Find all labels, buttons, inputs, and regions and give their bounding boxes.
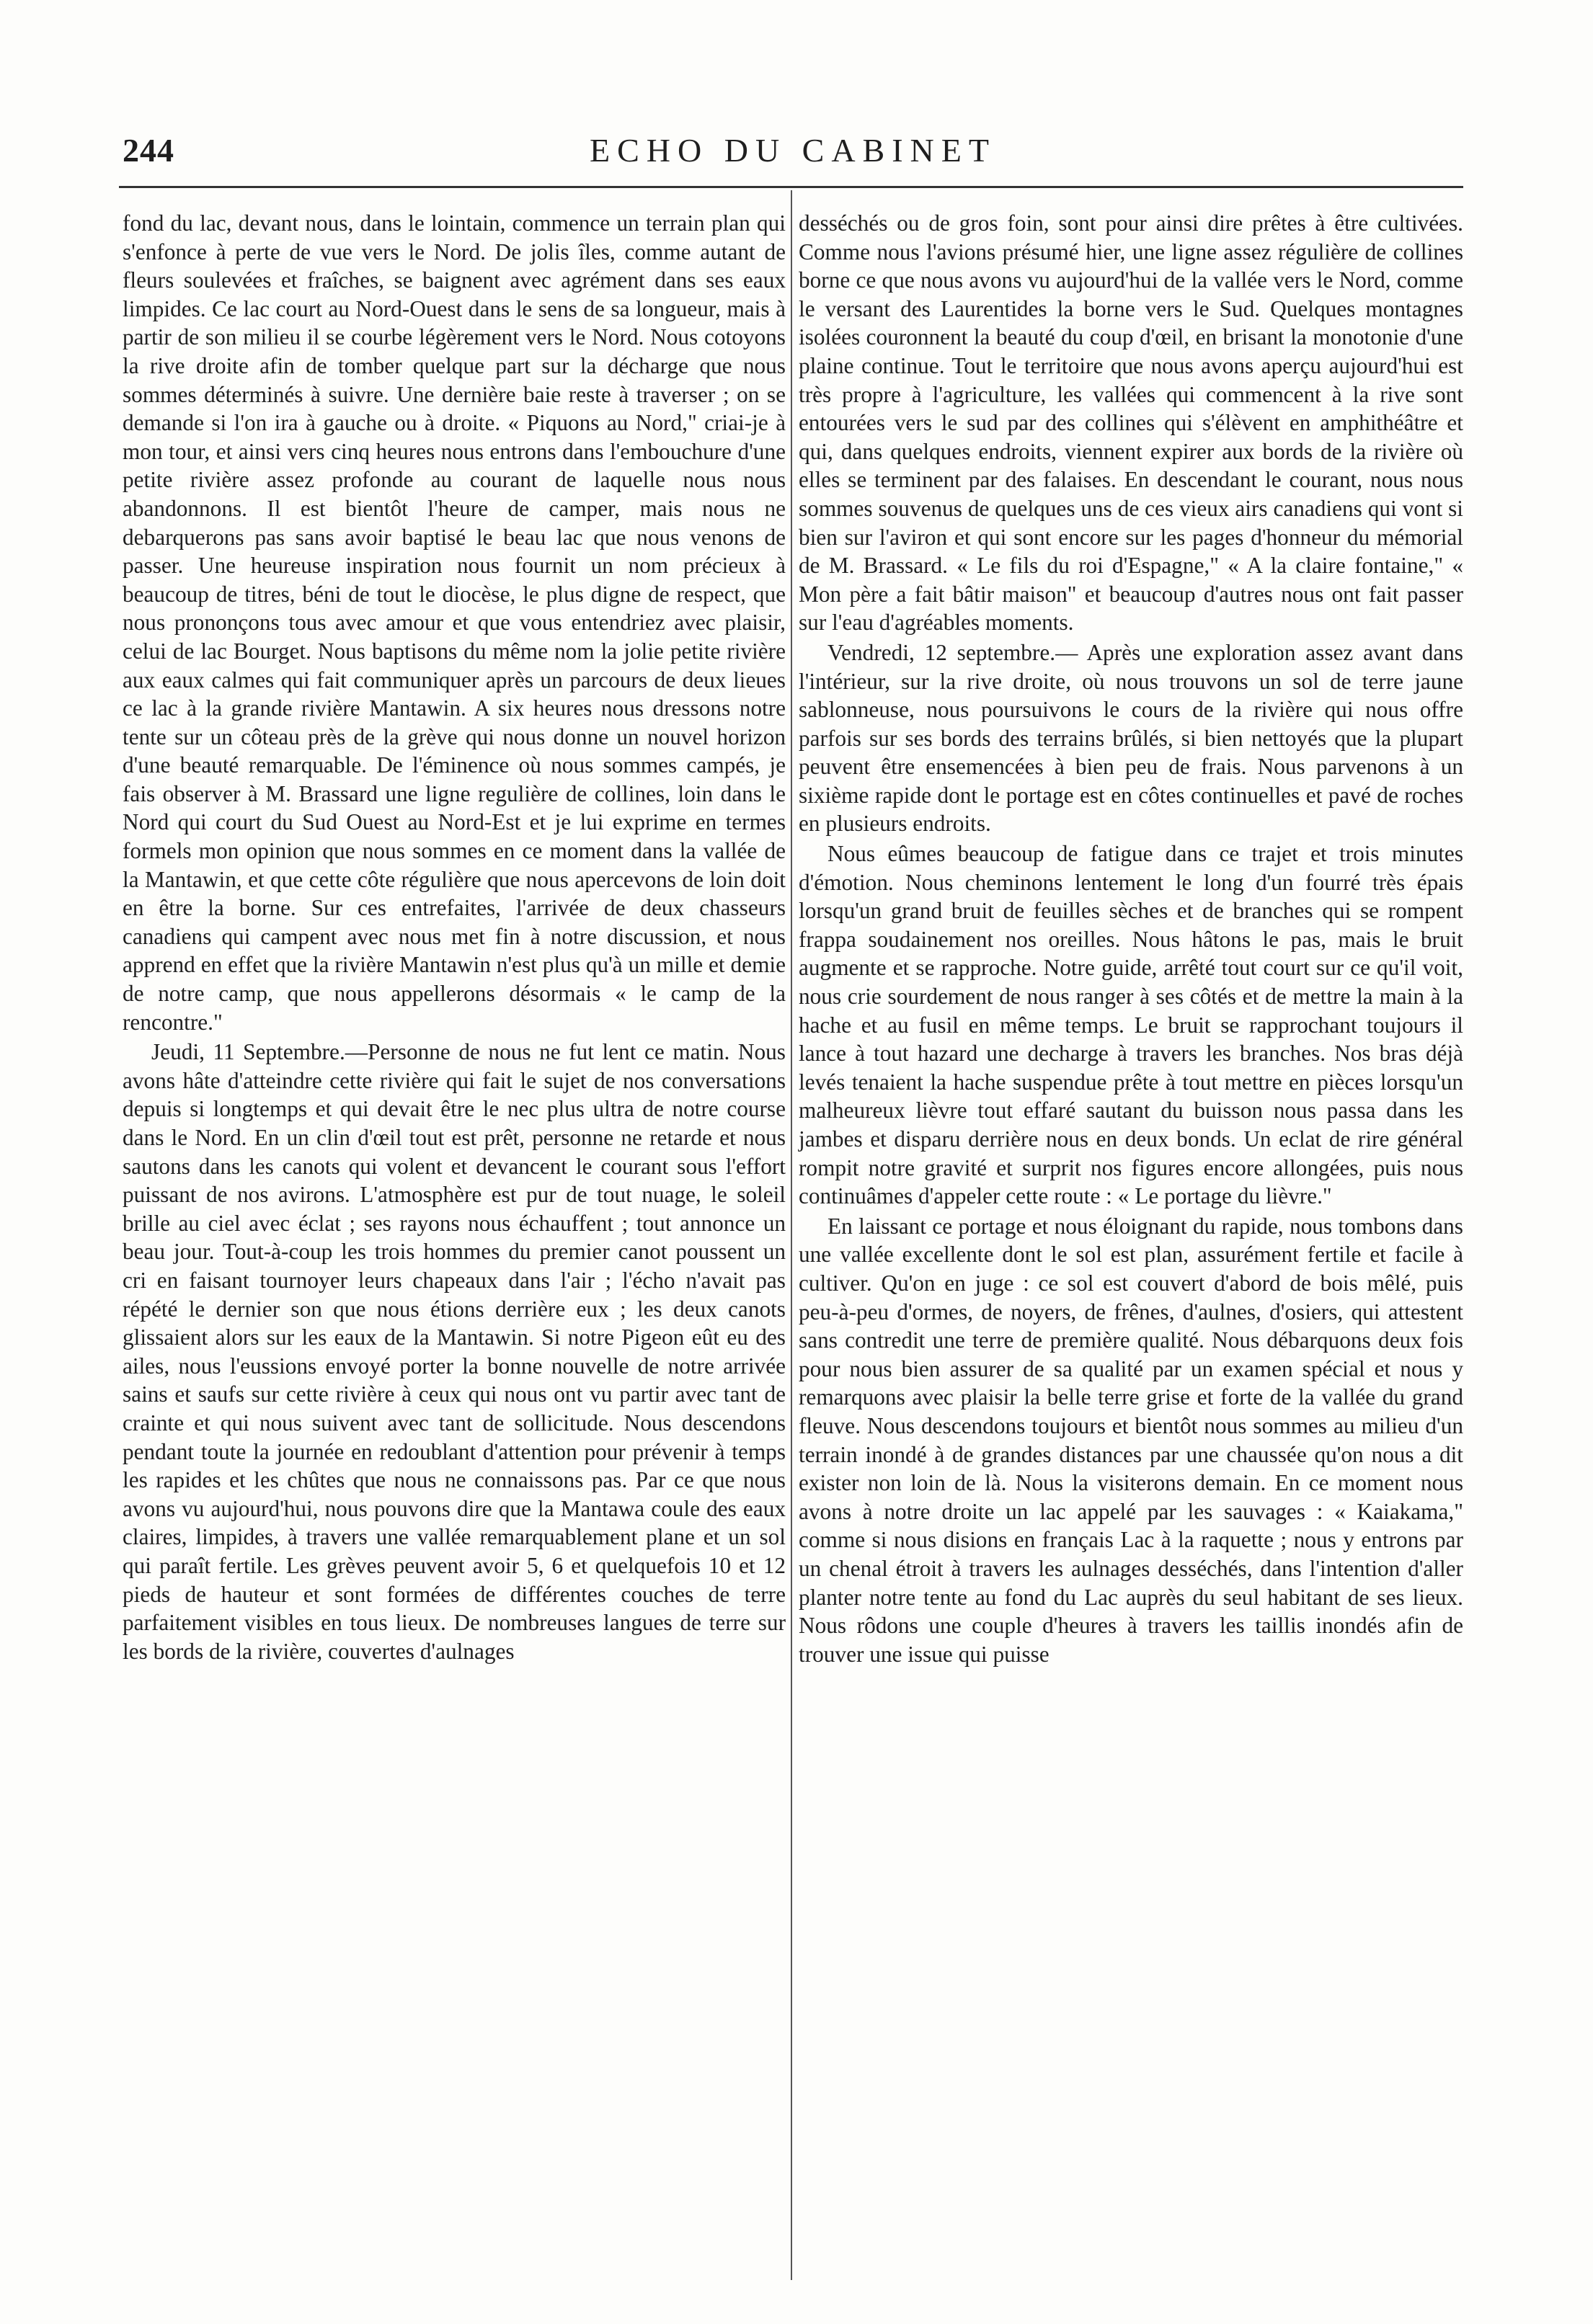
running-title: ECHO DU CABINET	[590, 132, 996, 169]
right-column	[799, 209, 1463, 1668]
right-paragraph-4: En laissant ce portage et nous éloignant du rapide, nous tombons dans une vallée excellente dont le sol est plan, assurément fertile et facile à cultiver. Qu'on en juge : ce sol est couvert d'abord de bois mêlé, puis peu-à-peu d'ormes, de noyers, de frênes, d'aulnes, d'osiers, qui attestent sans contredit une terre de première qualité. Nous débarquons deux fois pour nous bien assurer de sa qualité par un examen spécial et nous y remarquons avec plaisir la belle terre grise et forte de la vallée du grand fleuve. Nous descendons toujours et bientôt nous sommes au milieu d'un terrain inondé à de grandes distances par une chaussée qu'on nous a dit exister non loin de là. Nous la visiterons demain. En ce moment nous avons à notre droite un lac appelé par les sauvages : « Kaiakama," comme si nous disions en français Lac à la raquette ; nous y entrons par un chenal étroit à travers les aulnages desséchés, dans l'intention d'aller planter notre tente au fond du Lac auprès du seul habitant de ses lieux. Nous rôdons une couple d'heures à travers les taillis inondés afin de trouver une issue qui puisse	[799, 1213, 1463, 1667]
left-paragraph-2: Jeudi, 11 Septembre.—Personne de nous ne fut lent ce matin. Nous avons hâte d'atteindre cette rivière qui fait le sujet de nos conversations depuis si longtemps et qui devait être le nec plus ultra de notre course dans le Nord. En un clin d'œil tout est prêt, personne ne retarde et nous sautons dans les canots qui volent et devancent le courant sous l'effort puissant de nos avirons. L'atmosphère est pur de tout nuage, le soleil brille au ciel avec éclat ; ses rayons nous échauffent ; tout annonce un beau jour. Tout-à-coup les trois hommes du premier canot poussent un cri en faisant tournoyer leurs chapeaux dans l'air ; l'écho n'avait pas répété le dernier son que nous étions derrière eux ; les deux canots glissaient alors sur les eaux de la Mantawin. Si notre Pigeon eût eu des ailes, nous l'eussions envoyé porter la bonne nouvelle de notre arrivée sains et saufs sur cette rivière à ceux qui nous ont vu partir avec tant de crainte et qui nous suivent avec tant de sollicitude. Nous descendons pendant toute la journée en redoublant d'attention pour prévenir à temps les rapides et les chûtes que nous ne connaissons pas. Par ce que nous avons vu aujourd'hui, nous pouvons dire que la Mantawa coule des eaux claires, limpides, à travers une vallée remarquablement plane et un sol qui paraît fertile. Les grèves peuvent avoir 5, 6 et quelquefois 10 et 12 pieds de hauteur et sont formées de différentes couches de terre parfaitement visibles en tous lieux. De nombreuses langues de terre sur les bords de la rivière, couvertes d'aulnages	[123, 1039, 786, 1664]
page-header	[123, 131, 1463, 174]
header-rule	[119, 186, 1463, 188]
left-column	[123, 209, 786, 1665]
left-paragraph-1: fond du lac, devant nous, dans le lointain, commence un terrain plan qui s'enfonce à perte de vue vers le Nord. De jolis îles, comme autant de fleurs soulevées et fraîches, se baignent avec agrément dans ses eaux limpides. Ce lac court au Nord-Ouest dans le sens de sa longueur, mais à partir de son milieu il se courbe légèrement vers le Nord. Nous cotoyons la rive droite afin de tomber quelque part sur la décharge que nous sommes déterminés à suivre. Une dernière baie reste à traverser ; on se demande si l'on ira à gauche ou à droite. « Piquons au Nord," criai-je à mon tour, et ainsi vers cinq heures nous entrons dans l'embouchure d'une petite rivière assez profonde au courant de laquelle nous nous abandonnons. Il est bientôt l'heure de camper, mais nous ne debarquerons pas sans avoir baptisé le beau lac que nous venons de passer. Une heureuse inspiration nous fournit un nom précieux à beaucoup de titres, béni de tout le diocèse, le plus digne de respect, que nous prononçons tous avec amour et que vous entendriez avec plaisir, celui de lac Bourget. Nous baptisons du même nom la jolie petite rivière aux eaux calmes qui fait communiquer après un parcours de deux lieues ce lac à la grande rivière Mantawin. A six heures nous dressons notre tente sur un côteau près de la grève qui nous donne un nouvel horizon d'une beauté remarquable. De l'éminence où nous sommes campés, je fais observer à M. Brassard une ligne regulière de collines, loin dans le Nord qui court du Sud Ouest au Nord-Est et je lui exprime en termes formels mon opinion que nous sommes en ce moment dans la vallée de la Mantawin, et que cette côte régulière que nous apercevons de loin doit en être la borne. Sur ces entrefaites, l'arrivée de deux chasseurs canadiens qui campent avec nous met fin à notre discussion, et nous apprend en effet que la rivière Mantawin n'est plus qu'à un mille et demie de notre camp, que nous appellerons désormais « le camp de la rencontre."	[123, 210, 786, 1035]
right-paragraph-1: desséchés ou de gros foin, sont pour ainsi dire prêtes à être cultivées. Comme nous l'avions présumé hier, une ligne assez régulière de collines borne ce que nous avons vu aujourd'hui de la vallée vers le Nord, comme le versant des Laurentides la borne vers le Sud. Quelques montagnes isolées couronnent la beauté du coup d'œil, en brisant la monotonie d'une plaine continue. Tout le territoire que nous avons aperçu aujourd'hui est très propre à l'agriculture, les vallées qui commencent à la rive sont entourées vers le sud par des collines qui s'élèvent en amphithéâtre et qui, dans quelques endroits, viennent expirer aux bords de la rivière où elles se terminent par des falaises. En descendant le courant, nous nous sommes souvenus de quelques uns de ces vieux airs canadiens qui vont si bien sur l'aviron et qui sont encore sur les pages d'honneur du mémorial de M. Brassard. « Le fils du roi d'Espagne," « A la claire fontaine," « Mon père a fait bâtir maison" et beaucoup d'autres nous ont fait passer sur l'eau d'agréables moments.	[799, 210, 1463, 636]
column-divider	[791, 190, 792, 2280]
page-number: 244	[123, 132, 174, 169]
right-paragraph-2: Vendredi, 12 septembre.— Après une exploration assez avant dans l'intérieur, sur la rive droite, où nous trouvons un sol de terre jaune sablonneuse, nous poursuivons le cours de la rivière qui nous offre parfois sur ses bords des terrains brûlés, si bien nettoyés que la plupart peuvent être ensemencées à bien peu de frais. Nous parvenons à un sixième rapide dont le portage est en côtes continuelles et pavé de roches en plusieurs endroits.	[799, 639, 1463, 837]
right-paragraph-3: Nous eûmes beaucoup de fatigue dans ce trajet et trois minutes d'émotion. Nous cheminons lentement le long d'un fourré très épais lorsqu'un grand bruit de feuilles sèches et de branches qui se rompent frappa soudainement nos oreilles. Nous hâtons le pas, mais le bruit augmente et se rapproche. Notre guide, arrêté tout court sur ce qu'il voit, nous crie sourdement de nous ranger à ses côtés et de mettre la main à la hache et au fusil en même temps. Le bruit se rapprochant toujours il lance à tout hazard une decharge à travers les branches. Nos bras déjà levés tenaient la hache suspendue prête à tout mettre en pièces lorsqu'un malheureux lièvre tout effaré sautant du buisson nous passa dans les jambes et disparu derrière nous en deux bonds. Un eclat de rire général rompit notre gravité et surprit nos figures encore allongées, puis nous continuâmes d'appeler cette route : « Le portage du lièvre."	[799, 841, 1463, 1209]
